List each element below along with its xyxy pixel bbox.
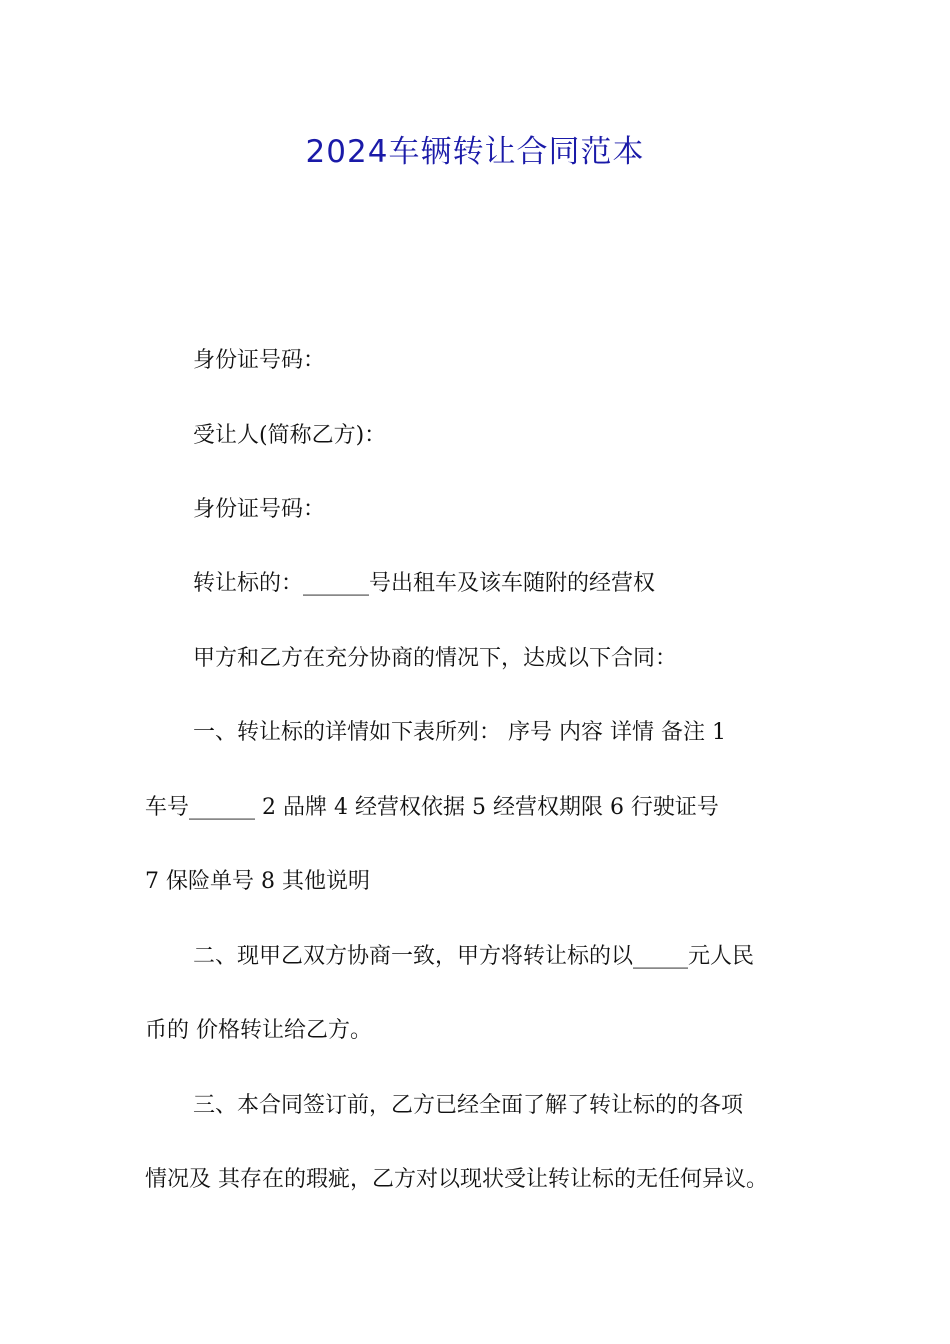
paragraph-line: 身份证号码：	[193, 348, 326, 373]
paragraph-line: 一、转让标的详情如下表所列： 序号 内容 详情 备注 1	[193, 720, 726, 745]
paragraph-line: 7 保险单号 8 其他说明	[145, 869, 370, 894]
paragraph-line: 三、本合同签订前，乙方已经全面了解了转让标的的各项	[193, 1093, 744, 1118]
paragraph-line: 甲方和乙方在充分协商的情况下，达成以下合同：	[193, 646, 678, 671]
document-title: 2024车辆转让合同范本	[305, 134, 645, 170]
paragraph-line: 受让人(简称乙方)：	[193, 423, 387, 448]
paragraph-line: 车号______ 2 品牌 4 经营权依据 5 经营权期限 6 行驶证号	[145, 795, 719, 820]
paragraph-line: 情况及 其存在的瑕疵，乙方对以现状受让转让标的无任何异议。	[145, 1167, 768, 1192]
paragraph-line: 币的 价格转让给乙方。	[145, 1018, 372, 1043]
paragraph-line: 转让标的：______号出租车及该车随附的经营权	[193, 571, 656, 596]
paragraph-line: 身份证号码：	[193, 497, 326, 522]
paragraph-line: 二、现甲乙双方协商一致，甲方将转让标的以_____元人民	[193, 944, 755, 969]
